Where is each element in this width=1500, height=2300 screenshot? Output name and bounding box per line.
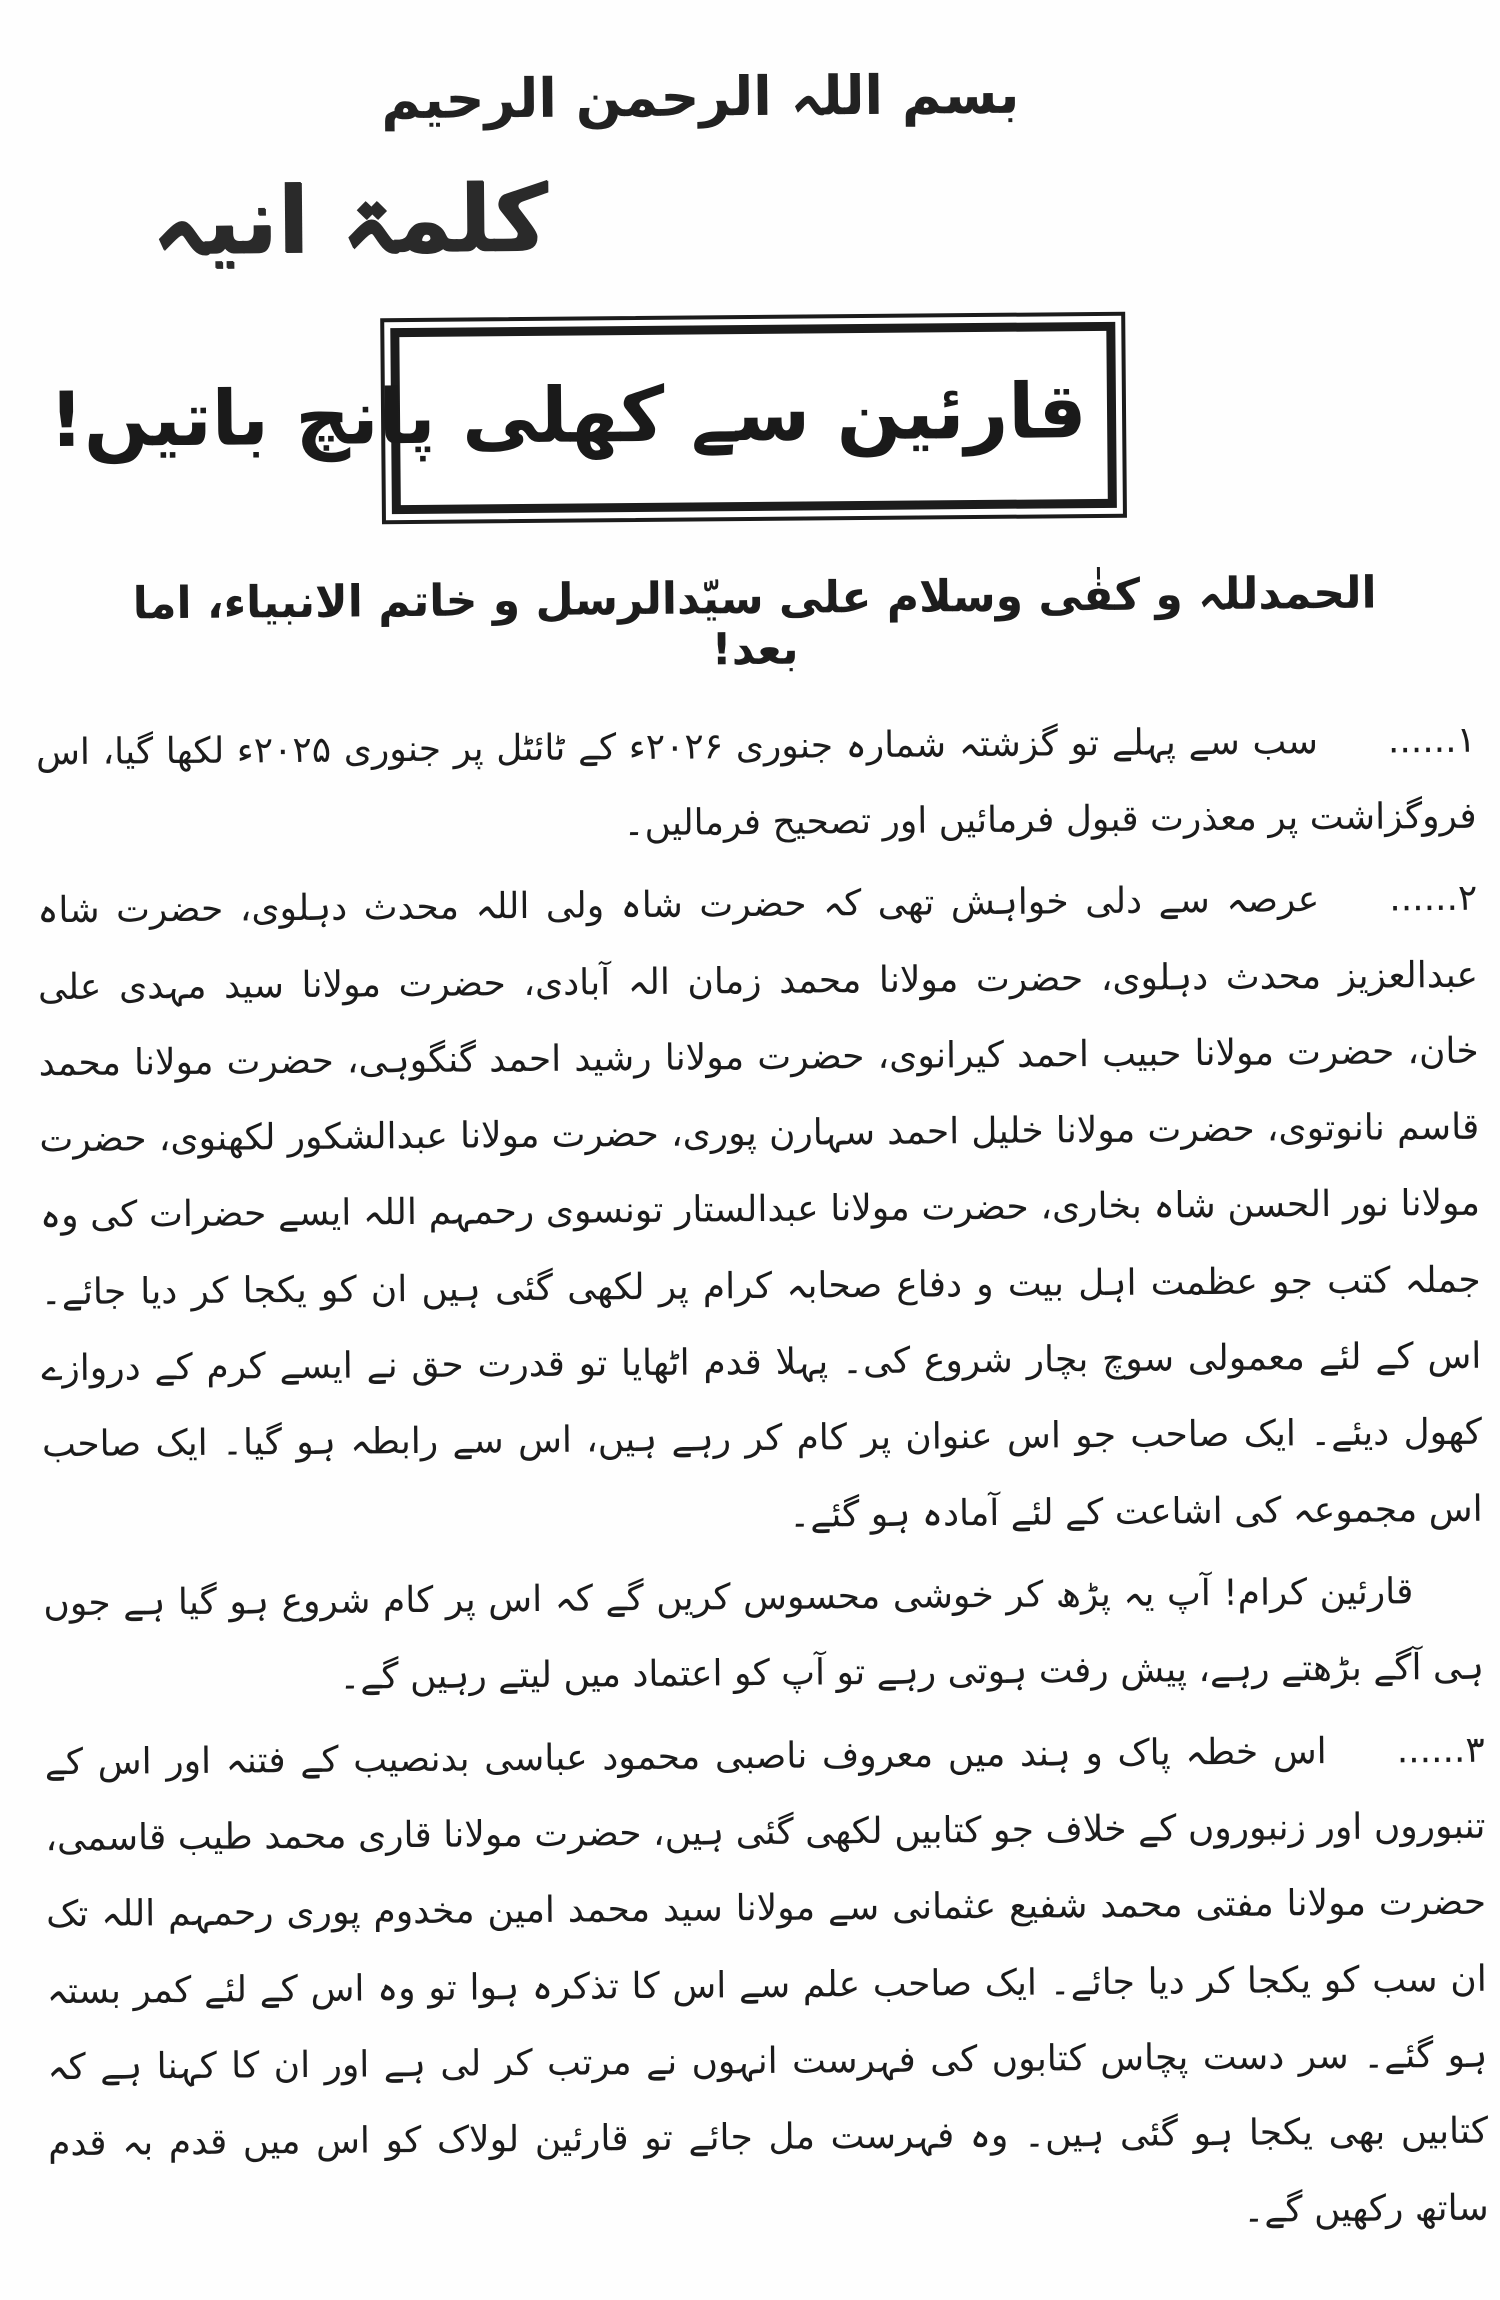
- title-box-inner-frame: [48, 322, 1117, 514]
- article-body: [36, 702, 1489, 2259]
- paragraph-3-text: اس خطہ پاک و ہند میں معروف ناصبی محمود عباسی بدنصیب کے فتنہ اور اس کے تنبوروں اور زنبوروں کے خلاف جو کتابیں لکھی گئی ہیں، حضرت مولانا قاری محمد طیب قاسمی، حضرت مولانا مفتی محمد شفیع عثمانی سے مولانا سید محمد امین مخدوم پوری رحمہم اللہ تک ان سب کو یکجا کر دیا جائے۔ ایک صاحب علم سے اس کا تذکرہ ہوا تو وہ اس کے لئے کمر بستہ ہو گئے۔ سر دست پچاس کتابوں کی فہرست انہوں نے مرتب کر لی ہے اور ان کا کہنا ہے کہ کتابیں بھی یکجا ہو گئی ہیں۔ وہ فہرست مل جائے تو قارئین لولاک کو اس میں قدم بہ قدم ساتھ رکھیں گے۔: [44, 1730, 1489, 2231]
- bismillah-calligraphy: بسم اللہ الرحمن الرحیم: [380, 62, 1020, 132]
- paragraph-1: [36, 702, 1477, 867]
- paragraph-2-number: ۲......: [1389, 877, 1478, 920]
- section-heading: کلمۃ انیہ: [150, 164, 549, 276]
- arabic-opening-line: الحمدللہ و کفٰی وسلام علی سیّدالرسل و خاتم الانبیاء، اما بعد!: [132, 567, 1377, 675]
- paragraph-1-number: ۱......: [1387, 719, 1477, 762]
- paragraph-3: [44, 1712, 1489, 2259]
- title-box: [48, 312, 1127, 524]
- paragraph-readers-note: [43, 1554, 1484, 1719]
- paragraph-1-text: سب سے پہلے تو گزشتہ شمارہ جنوری ۲۰۲۶ء کے ٹائٹل پر جنوری ۲۰۲۵ء لکھا گیا، اس فروگزاشت پر معذرت قبول فرمائیں اور تصحیح فرمالیں۔: [35, 720, 1477, 845]
- paragraph-2-text: عرصہ سے دلی خواہش تھی کہ حضرت شاہ ولی اللہ محدث دہلوی، حضرت شاہ عبدالعزیز محدث دہلوی، حضرت مولانا محمد زمان الہ آبادی، حضرت مولانا سید مہدی علی خان، حضرت مولانا حبیب احمد کیرانوی، حضرت مولانا رشید احمد گنگوہی، حضرت مولانا محمد قاسم نانوتوی، حضرت مولانا خلیل احمد سہارن پوری، حضرت مولانا عبدالشکور لکھنوی، حضرت مولانا نور الحسن شاہ بخاری، حضرت مولانا عبدالستار تونسوی رحمہم اللہ ایسے حضرات کی وہ جملہ کتب جو عظمت اہل بیت و دفاع صحابہ کرام پر لکھی گئی ہیں ان کو یکجا کر دیا جائے۔ اس کے لئے معمولی سوچ بچار شروع کی۔ پہلا قدم اٹھایا تو قدرت حق نے ایسے کرم کے دروازے کھول دیئے۔ ایک صاحب جو اس عنوان پر کام کر رہے ہیں، اس سے رابطہ ہو گیا۔ ایک صاحب اس مجموعہ کی اشاعت کے لئے آمادہ ہو گئے۔: [37, 879, 1483, 1536]
- article-title: قارئین سے کھلی پانچ باتیں!: [48, 366, 1087, 465]
- paragraph-3-number: ۳......: [1396, 1729, 1485, 1772]
- paragraph-readers-note-text: قارئین کرام! آپ یہ پڑھ کر خوشی محسوس کریں گے کہ اس پر کام شروع ہو گیا ہے جوں ہی آگے بڑھتے رہے، پیش رفت ہوتی رہے تو آپ کو اعتماد میں لیتے رہیں گے۔: [43, 1571, 1485, 1698]
- paragraph-2: [37, 861, 1483, 1560]
